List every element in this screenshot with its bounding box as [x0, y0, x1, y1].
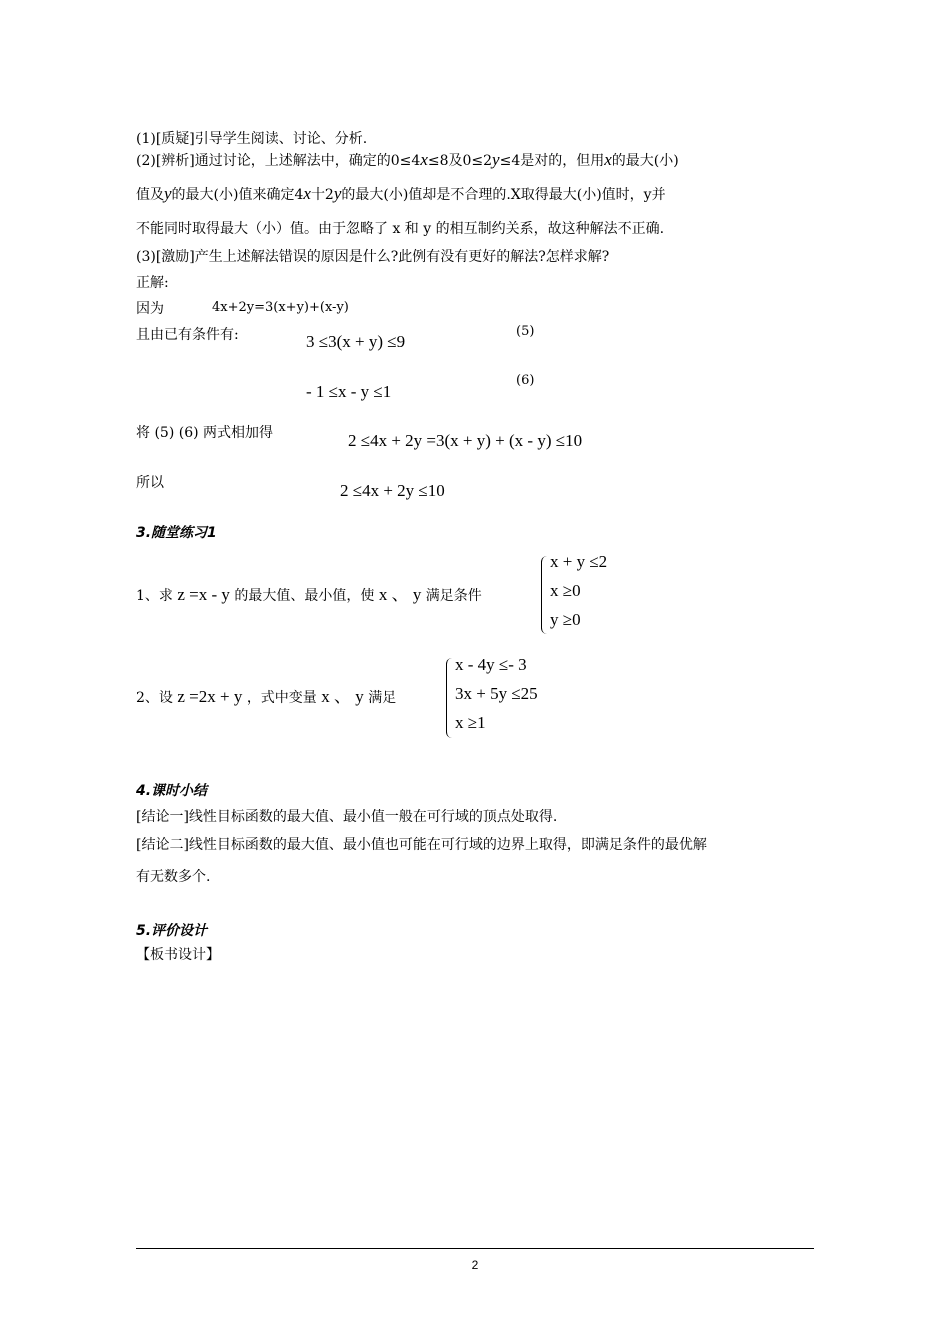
text-segment: 十2 — [310, 187, 334, 203]
variables: x 、 y — [321, 687, 364, 706]
constraint: x ≥1 — [455, 713, 486, 732]
text-segment: 满足 — [368, 690, 397, 706]
constraint: x - 4y ≤- 3 — [455, 655, 527, 674]
math-var-x: x — [604, 150, 612, 169]
math-var-y: y — [164, 184, 172, 203]
footer-divider — [136, 1248, 814, 1249]
math-var-y: y — [492, 150, 500, 169]
combined-inequality: 2 ≤4x + 2y =3(x + y) + (x - y) ≤10 — [348, 431, 583, 450]
inequality-6: - 1 ≤x - y ≤1 — [306, 382, 392, 401]
text-segment: 的最大(小) — [611, 153, 679, 169]
so-label: 所以 — [136, 475, 164, 491]
conclusion-2-line-1: [结论二]线性目标函数的最大值、最小值也可能在可行域的边界上取得，即满足条件的最优解 — [136, 837, 707, 853]
text-segment: ≤8及0≤2 — [427, 153, 493, 169]
conclusion-2-line-2: 有无数多个. — [136, 869, 211, 885]
left-brace — [446, 658, 455, 738]
constraint: x + y ≤2 — [550, 552, 608, 571]
left-brace — [541, 556, 550, 634]
text-segment: 满足条件 — [425, 588, 482, 604]
page-number: 2 — [471, 1258, 479, 1272]
text-segment: 的最大值、最小值，使 — [234, 588, 375, 604]
objective-function: z =2x + y — [177, 687, 243, 706]
discussion-item-2-line-2 — [136, 184, 666, 204]
inequality-5: 3 ≤3(x + y) ≤9 — [306, 332, 406, 351]
practice-heading: 3.随堂练习1 — [136, 525, 217, 541]
practice-question-1 — [136, 580, 482, 605]
variables: x 、 y — [378, 585, 422, 604]
discussion-item-2-line-3: 不能同时取得最大（小）值。由于忽略了 x 和 y 的相互制约关系，故这种解法不正确. — [136, 221, 665, 237]
discussion-item-2-line-1 — [136, 150, 679, 170]
practice-question-2 — [136, 682, 396, 707]
board-design-label: 【板书设计】 — [136, 947, 220, 963]
result-inequality: 2 ≤4x + 2y ≤10 — [340, 481, 445, 500]
text-segment: 2、设 — [136, 690, 173, 706]
solution-label: 正解: — [136, 275, 169, 291]
evaluation-heading: 5.评价设计 — [136, 923, 208, 939]
conclusion-1: [结论一]线性目标函数的最大值、最小值一般在可行域的顶点处取得. — [136, 809, 558, 825]
objective-function: z =x - y — [177, 585, 230, 604]
discussion-item-1: (1)[质疑]引导学生阅读、讨论、分析. — [136, 131, 368, 147]
text-segment: (2)[辨析]通过讨论，上述解法中，确定的0≤4 — [136, 153, 421, 169]
text-segment: ≤4是对的，但用 — [499, 153, 605, 169]
text-segment: 的最大(小)值来确定4 — [171, 187, 304, 203]
summary-heading: 4.课时小结 — [136, 783, 208, 799]
constraint: x ≥0 — [550, 581, 581, 600]
constraint: y ≥0 — [550, 610, 581, 629]
equation-tag-5: (5) — [516, 324, 535, 339]
math-var-x: x — [303, 184, 311, 203]
math-var-y: y — [333, 184, 342, 203]
text-segment: 1、求 — [136, 588, 173, 604]
given-label: 且由已有条件有: — [136, 327, 239, 343]
text-segment: ，式中变量 — [246, 690, 317, 706]
equation-tag-6: (6) — [516, 373, 535, 388]
text-segment: 值及 — [136, 187, 164, 203]
combine-label: 将 (5) (6) 两式相加得 — [136, 425, 274, 441]
constraint: 3x + 5y ≤25 — [455, 684, 538, 703]
math-var-x: x — [420, 150, 428, 169]
because-expression: 4x+2y=3(x+y)+(x-y) — [212, 300, 349, 315]
because-label: 因为 — [136, 301, 164, 317]
discussion-item-3: (3)[激励]产生上述解法错误的原因是什么?此例有没有更好的解法?怎样求解? — [136, 249, 610, 265]
text-segment: 的最大(小)值却是不合理的.X取得最大(小)值时，y并 — [341, 187, 666, 203]
